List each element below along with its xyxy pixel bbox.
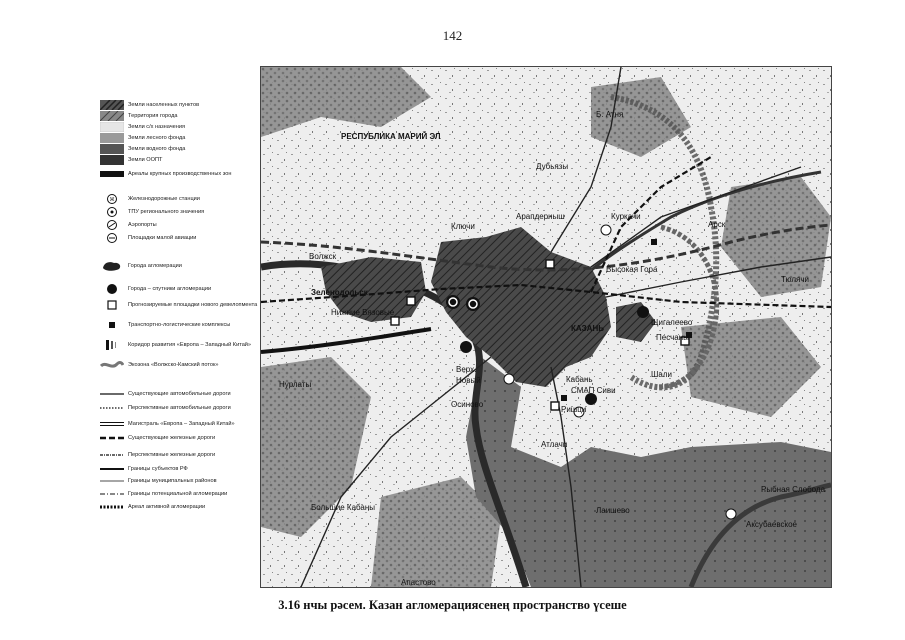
legend-label: Земли населенных пунктов: [128, 102, 200, 108]
legend-item: [100, 298, 265, 312]
legend-label: Границы муниципальных районов: [128, 478, 217, 484]
legend-swatch-line-rail-dotted: [100, 449, 124, 461]
legend-swatch-circle-rail: [100, 193, 124, 205]
legend-label: Земли лесного фонда: [128, 135, 186, 141]
legend-item: [100, 487, 265, 501]
map-canvas: [261, 67, 831, 587]
map-label: Куркачи: [611, 212, 641, 221]
legend-label: Земли с/х назначения: [128, 124, 186, 130]
legend-label: ТПУ регионального значения: [128, 209, 205, 215]
legend-swatch-blob: [100, 260, 124, 272]
legend-item: [100, 318, 265, 332]
legend-label: Земли водного фонда: [128, 146, 186, 152]
logistics-complex: [651, 239, 657, 245]
legend-item: [100, 218, 265, 232]
map-label: Волжск: [309, 252, 337, 261]
map-label: РЕСПУБЛИКА МАРИЙ ЭЛ: [341, 132, 441, 141]
legend-swatch-line-thin: [100, 475, 124, 487]
map-label: Тюлячи: [781, 275, 809, 284]
legend-label: Площадки малой авиации: [128, 235, 197, 241]
map-label: Арапдерныш: [516, 212, 565, 221]
page-number: 142: [442, 28, 463, 43]
legend-swatch-line-rail: [100, 432, 124, 444]
map-label: Б. Атня: [596, 110, 624, 119]
legend-swatch-circle-tpu: [100, 206, 124, 218]
legend-swatch-line-dashdot: [100, 488, 124, 500]
rail-station: [726, 509, 736, 519]
legend-label: Города агломерации: [128, 263, 182, 269]
legend-swatch-big-dot: [100, 283, 124, 295]
legend-label: Магистраль «Европа – Западный Китай»: [128, 421, 235, 427]
legend-item: [100, 259, 265, 273]
legend-swatch-line-dotted: [100, 402, 124, 414]
legend-label: Коридор развития «Европа – Западный Китай»: [128, 342, 252, 348]
map-label: Осиново: [451, 400, 484, 409]
svg-text:Ж: Ж: [109, 197, 115, 203]
development-site: [391, 317, 399, 325]
legend-swatch-filled-square: [100, 319, 124, 331]
map-label: Дубьязы: [536, 162, 569, 171]
map-label: Ключи: [451, 222, 475, 231]
map-label: Аксубаевское: [746, 520, 797, 529]
logistics-complex: [561, 395, 567, 401]
legend-label: Границы субъектов РФ: [128, 466, 188, 472]
legend-swatch-line-solid: [100, 388, 124, 400]
map-frame: [260, 66, 832, 588]
map-label: КАЗАНЬ: [571, 324, 604, 333]
legend-label: Экозона «Волжско-Камский поток»: [128, 362, 219, 368]
rail-station: [504, 374, 514, 384]
legend-swatch-darker: [100, 154, 124, 166]
legend-label: Железнодорожные станции: [128, 196, 200, 202]
legend-item: [100, 417, 265, 431]
map-label: СМАП Сиви: [571, 386, 616, 395]
map-label: Высокая Гора: [606, 265, 658, 274]
legend-item: [100, 448, 265, 462]
legend-label: Ареал активной агломерации: [128, 504, 206, 510]
figure-caption: 3.16 нчы рәсем. Казан агломерациясенең пространство үсеше: [278, 598, 627, 612]
legend-swatch-circle-plane: [100, 219, 124, 231]
legend-swatch-line-double: [100, 418, 124, 430]
map-label: Лаишево: [596, 506, 630, 515]
rail-station: [601, 225, 611, 235]
map-label: Щигалеево: [651, 318, 693, 327]
legend-label: Земли ООПТ: [128, 157, 163, 163]
legend-label: Территория города: [128, 113, 178, 119]
legend-item: [100, 167, 265, 181]
development-site: [407, 297, 415, 305]
legend-swatch-corridor: [100, 339, 124, 351]
development-site: [551, 402, 559, 410]
legend-label: Транспортно-логистические комплексы: [128, 322, 231, 328]
legend-item: [100, 431, 265, 445]
map-legend: [100, 96, 265, 526]
map-label: Новый: [456, 376, 481, 385]
legend-item: [100, 153, 265, 167]
satellite-town: [637, 306, 649, 318]
legend-label: Границы потенциальной агломерации: [128, 491, 228, 497]
legend-label: Перспективные железные дороги: [128, 452, 216, 458]
map-label: Нижние Вязовые: [331, 308, 395, 317]
map-label: Ришци: [561, 405, 587, 414]
map-label: Нурлаты: [279, 380, 312, 389]
map-label: Зеленодольск: [311, 288, 368, 297]
satellite-town: [446, 295, 460, 309]
map-label: Арск: [708, 220, 726, 229]
map-label: Атлачи: [541, 440, 568, 449]
map-label: Рыбная Слобода: [761, 485, 826, 494]
legend-item: [100, 282, 265, 296]
legend-label: Существующие железные дороги: [128, 435, 216, 441]
legend-item: [100, 231, 265, 245]
satellite-town: [466, 297, 480, 311]
legend-item: [100, 358, 265, 372]
legend-label: Перспективные автомобильные дороги: [128, 405, 231, 411]
legend-swatch-circle-small: [100, 232, 124, 244]
legend-label: Города – спутники агломерации: [128, 286, 212, 292]
legend-label: Аэропорты: [128, 222, 157, 228]
legend-label: Существующие автомобильные дороги: [128, 391, 231, 397]
development-site: [546, 260, 554, 268]
map-label: Апастово: [401, 578, 436, 587]
legend-item: [100, 338, 265, 352]
map-label: Песчаны: [656, 333, 689, 342]
legend-swatch-line-heavy-dash: [100, 501, 124, 513]
satellite-town: [460, 341, 472, 353]
map-label: Верх.: [456, 365, 477, 374]
legend-swatch-open-square: [100, 299, 124, 311]
legend-swatch-black-bar: [100, 168, 124, 180]
legend-item: [100, 192, 265, 206]
legend-label: Ареалы крупных производственных зон: [128, 171, 232, 177]
map-label: Шали: [651, 370, 672, 379]
legend-swatch-ecozone: [100, 359, 124, 371]
legend-item: [100, 474, 265, 488]
map-label: Кабань: [566, 375, 593, 384]
legend-item: [100, 500, 265, 514]
legend-item: [100, 205, 265, 219]
legend-item: [100, 401, 265, 415]
legend-item: [100, 387, 265, 401]
map-label: Большие Кабаны: [311, 503, 376, 512]
legend-label: Прогнозируемые площадки нового девелопмента: [128, 302, 258, 308]
